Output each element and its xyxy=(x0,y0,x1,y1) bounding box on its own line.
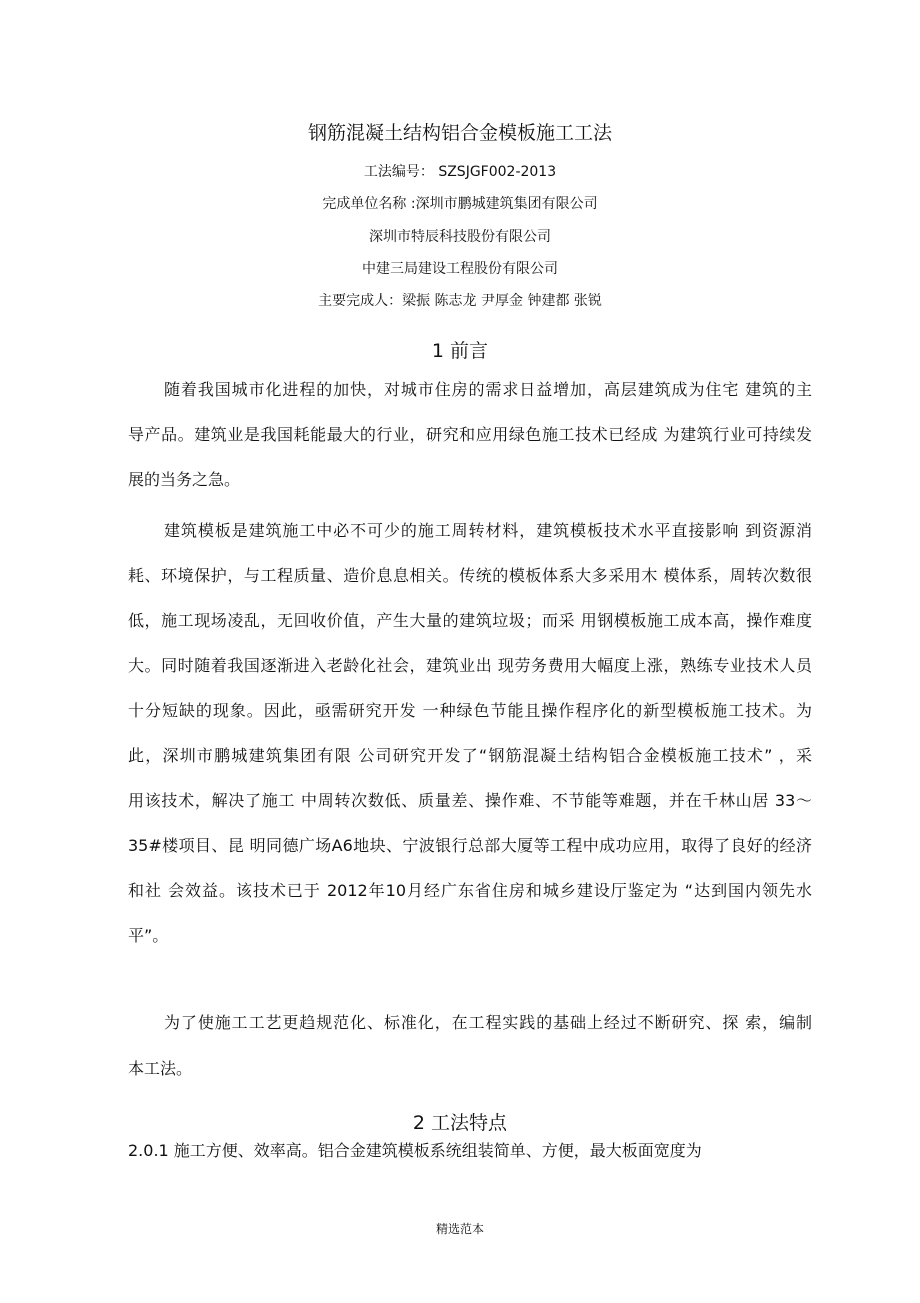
body-line: 十分短缺的现象。因此，亟需研究开发 一种绿色节能且操作程序化的新型模板施工技术。为 xyxy=(128,701,812,720)
body-line: 建筑模板是建筑施工中必不可少的施工周转材料，建筑模板技术水平直接影响 到资源消 xyxy=(164,521,812,540)
body-line: 平”。 xyxy=(128,926,169,945)
body-line: 和社 会效益。该技术已于 2012年10月经广东省住房和城乡建设厅鉴定为 “达到国内领先水 xyxy=(128,881,812,900)
body-line: 35#楼项目、昆 明同德广场A6地块、宁波银行总部大厦等工程中成功应用，取得了良好的经济 xyxy=(128,836,812,855)
body-line: 为了使施工工艺更趋规范化、标准化，在工程实践的基础上经过不断研究、探 索，编制 xyxy=(164,1013,812,1032)
body-line: 本工法。 xyxy=(128,1059,193,1078)
body-line: 用该技术，解决了施工 中周转次数低、质量差、操作难、不节能等难题，并在千林山居 33～ xyxy=(128,791,812,810)
body-line: 展的当务之急。 xyxy=(128,470,241,489)
method-number: 工法编号： SZSJGF002-2013 xyxy=(363,164,557,180)
body-line: 耗、环境保护，与工程质量、造价息息相关。传统的模板体系大多采用木 模体系，周转次数很 xyxy=(128,566,812,585)
section-1-heading: 1 前言 xyxy=(431,340,489,362)
body-line: 低，施工现场凌乱，无回收价值，产生大量的建筑垃圾；而采 用钢模板施工成本高，操作难度 xyxy=(128,611,812,630)
completing-unit-2: 深圳市特辰科技股份有限公司 xyxy=(369,229,551,245)
body-line: 此，深圳市鹏城建筑集团有限 公司研究开发了“钢筋混凝土结构铝合金模板施工技术” ，采 xyxy=(128,746,812,765)
completing-unit-3: 中建三局建设工程股份有限公司 xyxy=(362,261,558,277)
clause-2-0-1: 2.0.1 施工方便、效率高。铝合金建筑模板系统组装简单、方便，最大板面宽度为 xyxy=(128,1141,702,1160)
section-2-heading: 2 工法特点 xyxy=(412,1112,508,1134)
document-title: 钢筋混凝土结构铝合金模板施工工法 xyxy=(307,122,612,144)
body-line: 大。同时随着我国逐渐进入老龄化社会，建筑业出 现劳务费用大幅度上涨，熟练专业技术人员 xyxy=(128,656,812,675)
completing-units: 完成单位名称 :深圳市鹏城建筑集团有限公司 xyxy=(322,196,598,212)
body-line: 随着我国城市化进程的加快，对城市住房的需求日益增加，高层建筑成为住宅 建筑的主 xyxy=(164,380,812,399)
main-authors: 主要完成人：梁振 陈志龙 尹厚金 钟建都 张锐 xyxy=(318,293,602,309)
page-footer: 精选范本 xyxy=(435,1222,484,1236)
body-line: 导产品。建筑业是我国耗能最大的行业，研究和应用绿色施工技术已经成 为建筑行业可持续发 xyxy=(128,425,812,444)
